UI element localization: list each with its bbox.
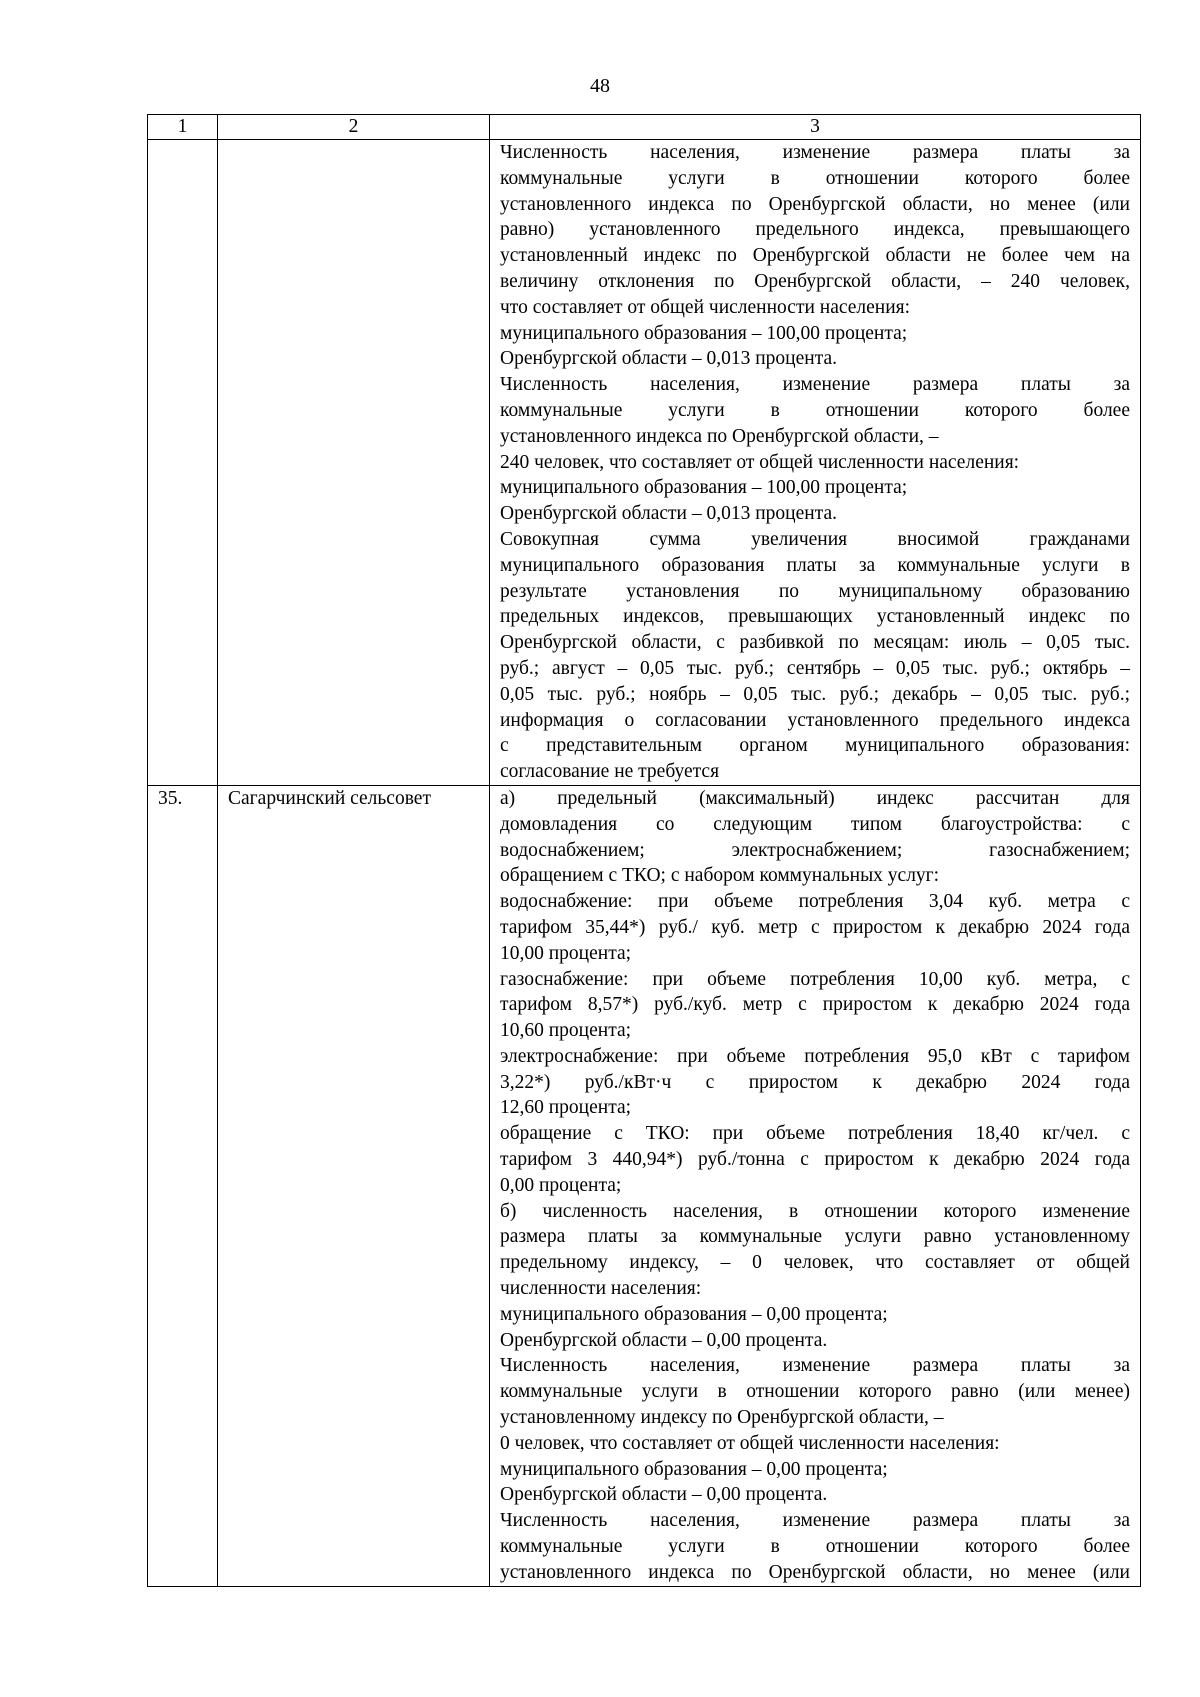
text-line: 0,00 процента; — [500, 1174, 622, 1196]
text-line: Оренбургской области – 0,00 процента. — [500, 1484, 828, 1506]
text-line: что составляет от общей численности населения: — [500, 296, 911, 318]
text-line: газоснабжение: при объеме потребления 10,00 куб. метра, с — [500, 968, 1130, 990]
text-line: информация о согласовании установленного предельного индекса — [500, 709, 1130, 731]
municipality-name: Сагарчинский сельсовет — [218, 785, 490, 1586]
row-description — [490, 785, 1141, 1586]
text-line: Численность населения, изменение размера платы за — [500, 1510, 1130, 1532]
text-line: 10,00 процента; — [500, 942, 632, 964]
text-line: предельному индексу, – 0 человек, что составляет от общей — [500, 1252, 1130, 1274]
text-line: Оренбургской области, с разбивкой по месяцам: июль – 0,05 тыс. — [500, 632, 1130, 654]
text-line: установленного индекса по Оренбургской области, но менее (или — [500, 193, 1130, 215]
text-line: результате установления по муниципальному образованию — [500, 580, 1130, 602]
row-description — [490, 140, 1141, 786]
text-line: Численность населения, изменение размера платы за — [500, 1355, 1130, 1377]
text-line: Численность населения, изменение размера платы за — [500, 142, 1130, 163]
text-line: Численность населения, изменение размера платы за — [500, 374, 1130, 396]
text-line: Совокупная сумма увеличения вносимой гражданами — [500, 528, 1130, 550]
text-line: коммунальные услуги в отношении которого более — [500, 1536, 1130, 1558]
text-line: домовладения со следующим типом благоустройства: с — [500, 813, 1130, 835]
text-line: а) предельный (максимальный) индекс рассчитан для — [500, 787, 1130, 809]
text-line: 240 человек, что составляет от общей численности населения: — [500, 451, 1020, 473]
municipality-name — [218, 140, 490, 786]
table-header-row — [148, 115, 1141, 140]
text-line: муниципального образования – 0,00 процента; — [500, 1458, 888, 1480]
text-line: тарифом 3 440,94*) руб./тонна с приростом к декабрю 2024 года — [500, 1149, 1130, 1171]
row-number — [148, 140, 218, 786]
header-col-2: 2 — [218, 115, 490, 140]
text-line: муниципального образования – 100,00 процента; — [500, 477, 908, 499]
text-line: согласование не требуется — [500, 761, 720, 783]
text-line: электроснабжение: при объеме потребления 95,0 кВт с тарифом — [500, 1045, 1130, 1067]
text-line: с представительным органом муниципального образования: — [500, 735, 1130, 757]
text-line: Оренбургской области – 0,013 процента. — [500, 348, 837, 370]
text-line: коммунальные услуги в отношении которого более — [500, 167, 1130, 189]
text-line: тарифом 35,44*) руб./ куб. метр с приростом к декабрю 2024 года — [500, 916, 1130, 938]
text-line: водоснабжением; электроснабжением; газоснабжением; — [500, 839, 1130, 861]
text-line: обращение с ТКО: при объеме потребления 18,40 кг/чел. с — [500, 1123, 1130, 1145]
text-line: 12,60 процента; — [500, 1097, 632, 1119]
text-line: тарифом 8,57*) руб./куб. метр с приростом к декабрю 2024 года — [500, 994, 1130, 1016]
header-col-1: 1 — [148, 115, 218, 140]
text-line: коммунальные услуги в отношении которого более — [500, 399, 1130, 421]
text-line: установленного индекса по Оренбургской области, но менее (или — [500, 1561, 1130, 1583]
text-line: численности населения: — [500, 1278, 702, 1300]
page-number: 48 — [590, 75, 610, 97]
text-line: размера платы за коммунальные услуги равно установленному — [500, 1226, 1130, 1248]
text-line: Оренбургской области – 0,00 процента. — [500, 1329, 828, 1351]
text-line: установленному индексу по Оренбургской области, – — [500, 1407, 944, 1429]
text-line: 3,22*) руб./кВт·ч с приростом к декабрю 2024 года — [500, 1071, 1130, 1093]
text-line: муниципального образования платы за коммунальные услуги в — [500, 554, 1130, 576]
text-line: 0,05 тыс. руб.; ноябрь – 0,05 тыс. руб.; декабрь – 0,05 тыс. руб.; — [500, 683, 1130, 705]
row-number: 35. — [148, 785, 218, 1586]
text-line: предельных индексов, превышающих установленный индекс по — [500, 606, 1130, 628]
text-line: Оренбургской области – 0,013 процента. — [500, 503, 837, 525]
data-table — [147, 114, 1141, 1587]
text-line: муниципального образования – 0,00 процента; — [500, 1303, 888, 1325]
table-row — [148, 785, 1141, 1586]
text-line: муниципального образования – 100,00 процента; — [500, 322, 908, 344]
text-line: 10,60 процента; — [500, 1020, 632, 1042]
text-line: коммунальные услуги в отношении которого равно (или менее) — [500, 1381, 1130, 1403]
text-line: установленный индекс по Оренбургской области не более чем на — [500, 245, 1130, 267]
header-col-3: 3 — [490, 115, 1141, 140]
table-row — [148, 140, 1141, 786]
text-line: равно) установленного предельного индекса, превышающего — [500, 219, 1130, 241]
text-line: водоснабжение: при объеме потребления 3,04 куб. метра с — [500, 891, 1130, 913]
text-line: б) численность населения, в отношении которого изменение — [500, 1200, 1130, 1222]
text-line: величину отклонения по Оренбургской области, – 240 человек, — [500, 270, 1130, 292]
text-line: установленного индекса по Оренбургской области, – — [500, 425, 939, 447]
text-line: обращением с ТКО; с набором коммунальных услуг: — [500, 865, 940, 887]
text-line: руб.; август – 0,05 тыс. руб.; сентябрь – 0,05 тыс. руб.; октябрь – — [500, 657, 1130, 679]
text-line: 0 человек, что составляет от общей численности населения: — [500, 1432, 1000, 1454]
